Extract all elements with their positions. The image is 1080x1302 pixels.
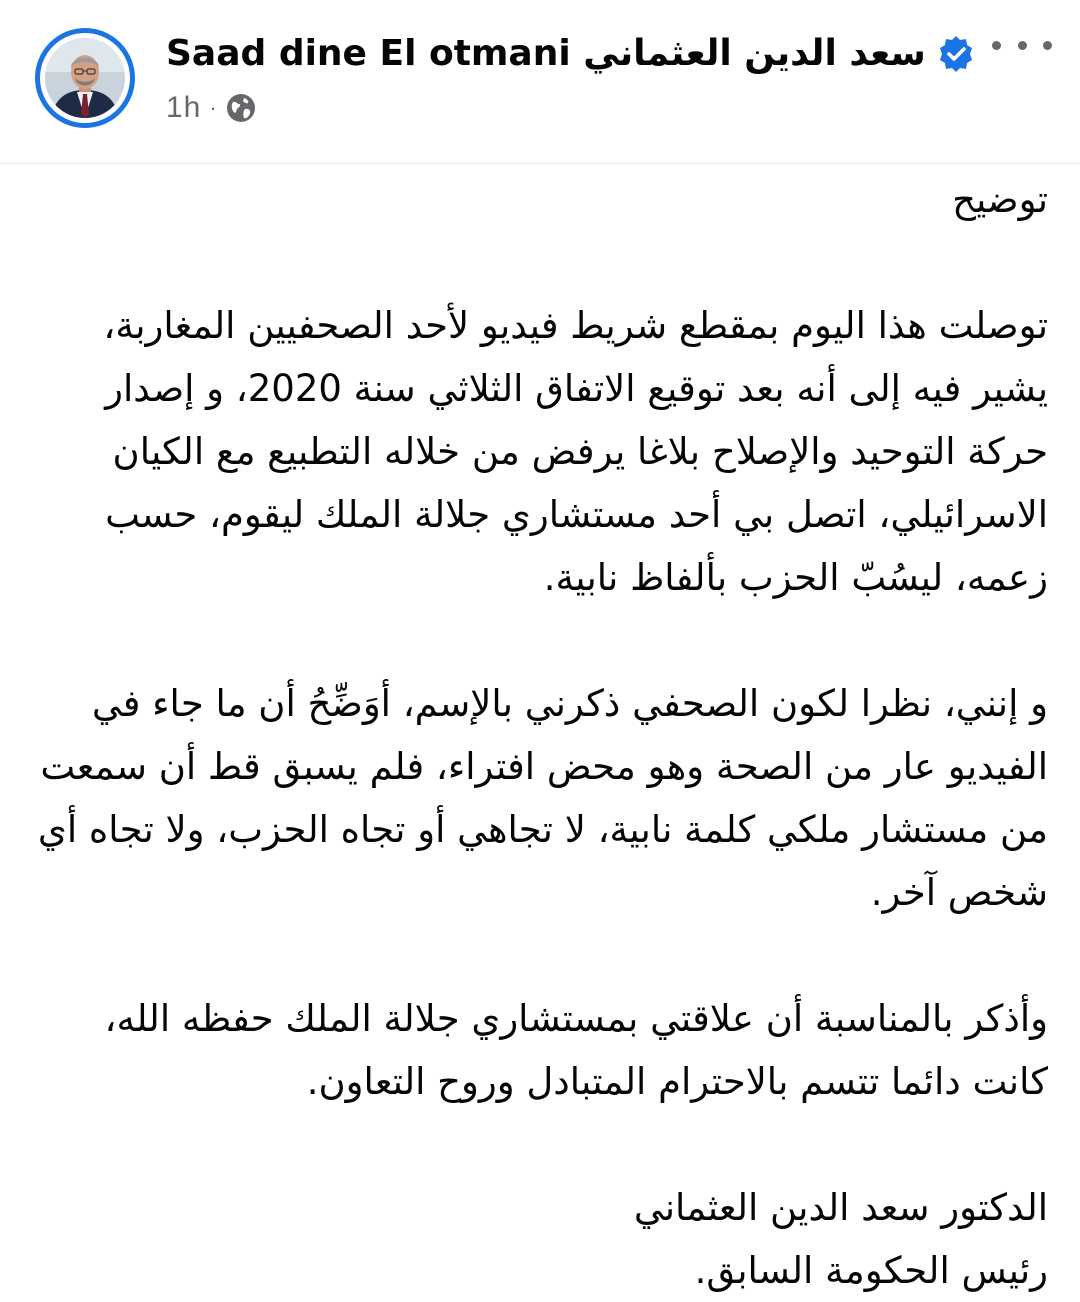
post-time[interactable]: 1h [166, 91, 202, 124]
post-paragraph-2: و إنني، نظرا لكون الصحفي ذكرني بالإسم، أوَضِّحُ أن ما جاء في الفيديو عار من الصحة وهو محض افتراء، فلم يسبق قط أن سمعت من مستشار ملكي كلمة نابية، لا تجاهي أو تجاه الحزب، ولا تجاه أي شخص آخر. [26, 682, 1048, 914]
verified-badge-icon [936, 34, 976, 74]
signature-name: الدكتور سعد الدين العثماني [633, 1186, 1048, 1229]
paragraph-spacer [30, 609, 1048, 672]
paragraph-spacer [30, 924, 1048, 987]
avatar-image [45, 38, 125, 118]
more-dot-icon [992, 41, 1001, 50]
paragraph-spacer [30, 1113, 1048, 1176]
post-paragraph-3: وأذكر بالمناسبة أن علاقتي بمستشاري جلالة الملك حفظه الله، كانت دائما تتسم بالاحترام المتبادل وروح التعاون. [92, 997, 1048, 1103]
header-divider [0, 163, 1080, 164]
more-dot-icon [1018, 41, 1027, 50]
post-header [0, 0, 1080, 163]
author-row [166, 26, 976, 82]
post-meta [166, 88, 257, 128]
post-body [26, 168, 1048, 1302]
author-name[interactable]: Saad dine El otmani سعد الدين العثماني [166, 33, 926, 74]
globe-icon[interactable] [225, 92, 257, 124]
author-avatar-ring[interactable] [35, 28, 135, 128]
post-paragraph-1: توصلت هذا اليوم بمقطع شريط فيديو لأحد الصحفيين المغاربة، يشير فيه إلى أنه بعد توقيع الاتفاق الثلاثي سنة 2020، و إصدار حركة التوحيد والإصلاح بلاغا يرفض من خلاله التطبيع مع الكيان الاسرائيلي، اتصل بي أحد مستشاري جلالة الملك ليقوم، حسب زعمه، ليسُبّ الحزب بألفاظ نابية. [91, 304, 1048, 599]
paragraph-spacer [30, 231, 1048, 294]
signature-title: رئيس الحكومة السابق. [694, 1249, 1048, 1292]
meta-separator: · [209, 95, 217, 120]
more-options-button[interactable] [992, 30, 1052, 60]
author-avatar[interactable] [45, 38, 125, 118]
post-title: توضيح [952, 178, 1048, 221]
more-dot-icon [1043, 41, 1052, 50]
